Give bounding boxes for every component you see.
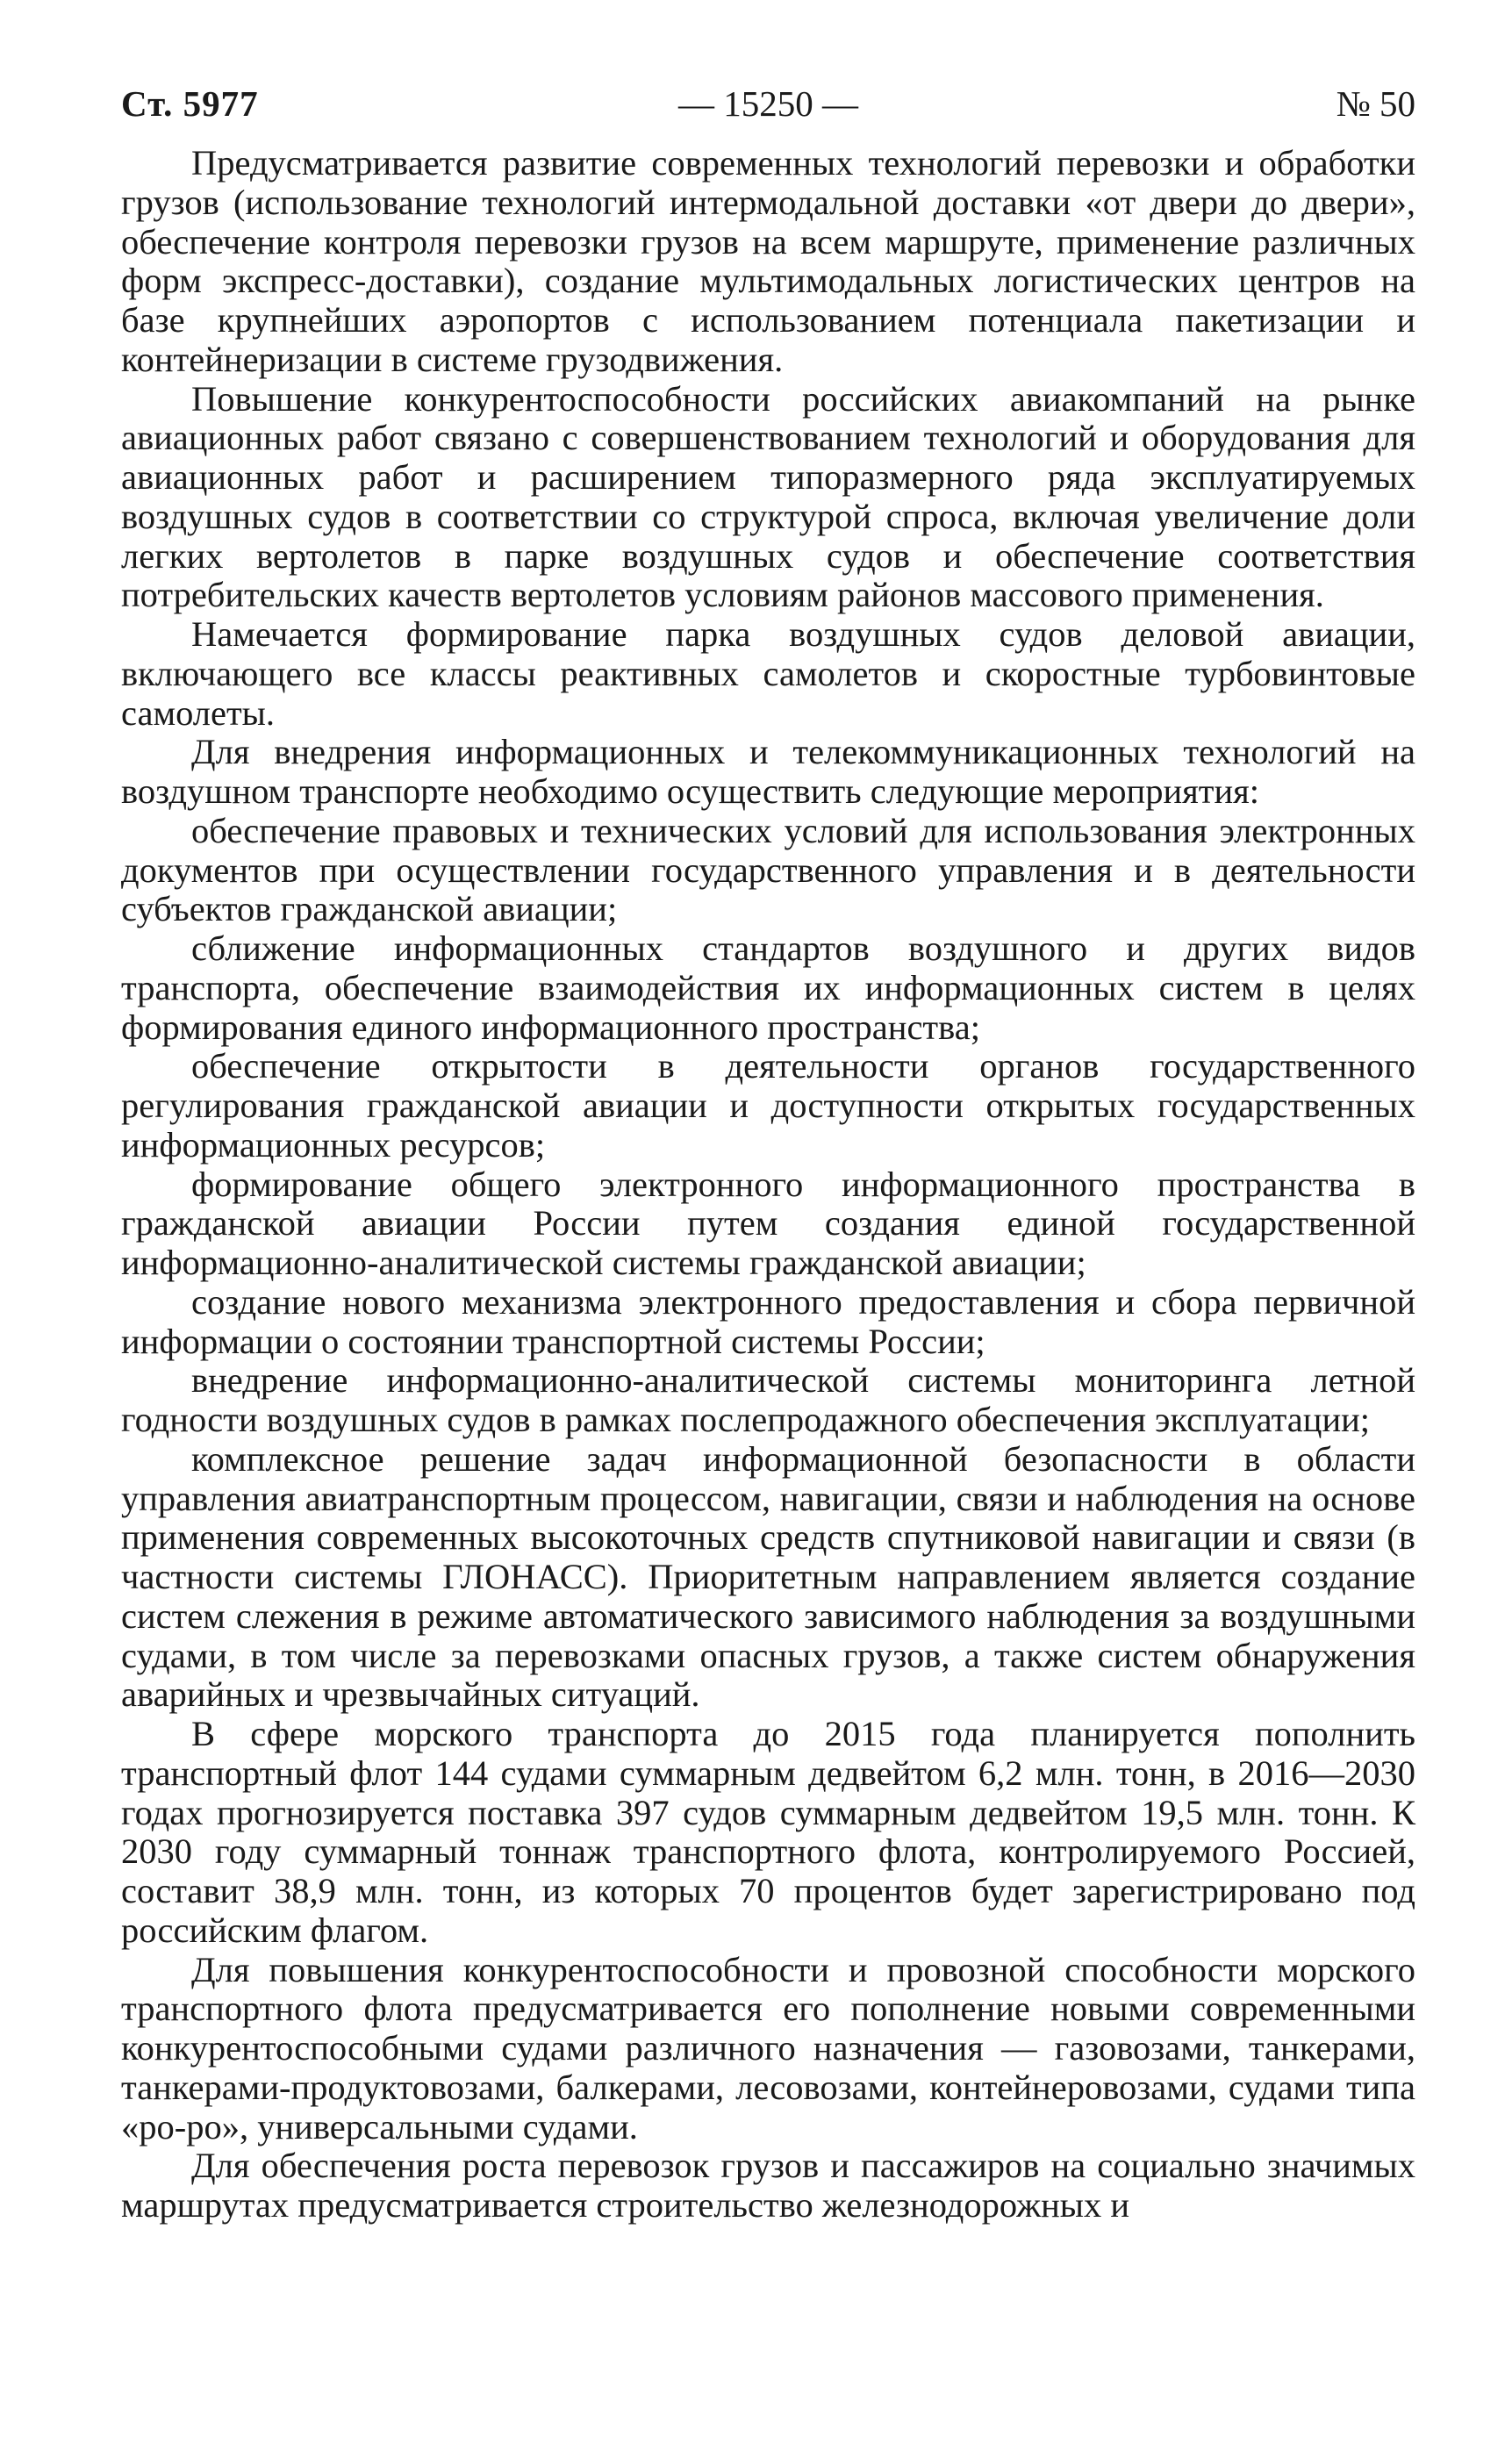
page-header <box>121 77 1415 130</box>
paragraph: Для внедрения информационных и телекоммуникационных технологий на воздушном транспорте необходимо осуществить следующие мероприятия: <box>121 732 1415 811</box>
article-number: Ст. 5977 <box>121 83 259 124</box>
list-item: обеспечение открытости в деятельности органов государственного регулирования гражданской авиации и доступности открытых государственных информационных ресурсов; <box>121 1046 1415 1165</box>
paragraph: Намечается формирование парка воздушных судов деловой авиации, включающего все классы реактивных самолетов и скоростные турбовинтовые самолеты. <box>121 614 1415 733</box>
list-item: внедрение информационно-аналитической системы мониторинга летной годности воздушных судов в рамках послепродажного обеспечения эксплуатации; <box>121 1360 1415 1439</box>
paragraph: Повышение конкурентоспособности российских авиакомпаний на рынке авиационных работ связано с совершенствованием технологий и оборудования для авиационных работ и расширением типоразмерного ряда эксплуатируемых воздушных судов в соответствии со структурой спроса, включая увеличение доли легких вертолетов в парке воздушных судов и обеспечение соответствия потребительских качеств вертолетов условиям районов массового применения. <box>121 378 1415 615</box>
list-item: формирование общего электронного информационного пространства в гражданской авиации России путем создания единой государственной информационно-аналитической системы гражданской авиации; <box>121 1164 1415 1282</box>
paragraph: Предусматривается развитие современных технологий перевозки и обработки грузов (использование технологий интермодальной доставки «от двери до двери», обеспечение контроля перевозки грузов на всем маршруте, применение различных форм экспресс-доставки), создание мультимодальных логистических центров на базе крупнейших аэропортов с использованием потенциала пакетизации и контейнеризации в системе грузодвижения. <box>121 143 1415 379</box>
list-item: обеспечение правовых и технических условий для использования электронных документов при осуществлении государственного управления и в деятельности субъектов гражданской авиации; <box>121 810 1415 929</box>
page-body <box>121 144 1415 2225</box>
page-number: — 15250 — <box>678 83 858 124</box>
list-item: комплексное решение задач информационной безопасности в области управления авиатранспортным процессом, навигации, связи и наблюдения на основе применения современных высокоточных средств спутниковой навигации и связи (в частности системы ГЛОНАСС). Приоритетным направлением является создание систем слежения в режиме автоматического зависимого наблюдения за воздушными судами, в том числе за перевозками опасных грузов, а также систем обнаружения аварийных и чрезвычайных ситуаций. <box>121 1438 1415 1715</box>
paragraph: Для обеспечения роста перевозок грузов и пассажиров на социально значимых маршрутах предусматривается строительство железнодорожных и <box>121 2146 1415 2225</box>
list-item: сближение информационных стандартов воздушного и других видов транспорта, обеспечение взаимодействия их информационных систем в целях формирования единого информационного пространства; <box>121 928 1415 1047</box>
paragraph: В сфере морского транспорта до 2015 года планируется пополнить транспортный флот 144 судами суммарным дедвейтом 6,2 млн. тонн, в 2016—2030 годах прогнозируется поставка 397 судов суммарным дедвейтом 19,5 млн. тонн. К 2030 году суммарный тоннаж транспортного флота, контролируемого Россией, составит 38,9 млн. тонн, из которых 70 процентов будет зарегистрировано под российским флагом. <box>121 1714 1415 1950</box>
list-item: создание нового механизма электронного предоставления и сбора первичной информации о состоянии транспортной системы России; <box>121 1281 1415 1361</box>
paragraph: Для повышения конкурентоспособности и провозной способности морского транспортного флота предусматривается его пополнение новыми современными конкурентоспособными судами различного назначения — газовозами, танкерами, танкерами-продуктовозами, балкерами, лесовозами, контейнеровозами, судами типа «ро-ро», универсальными судами. <box>121 1949 1415 2147</box>
issue-number: № 50 <box>1336 83 1415 124</box>
